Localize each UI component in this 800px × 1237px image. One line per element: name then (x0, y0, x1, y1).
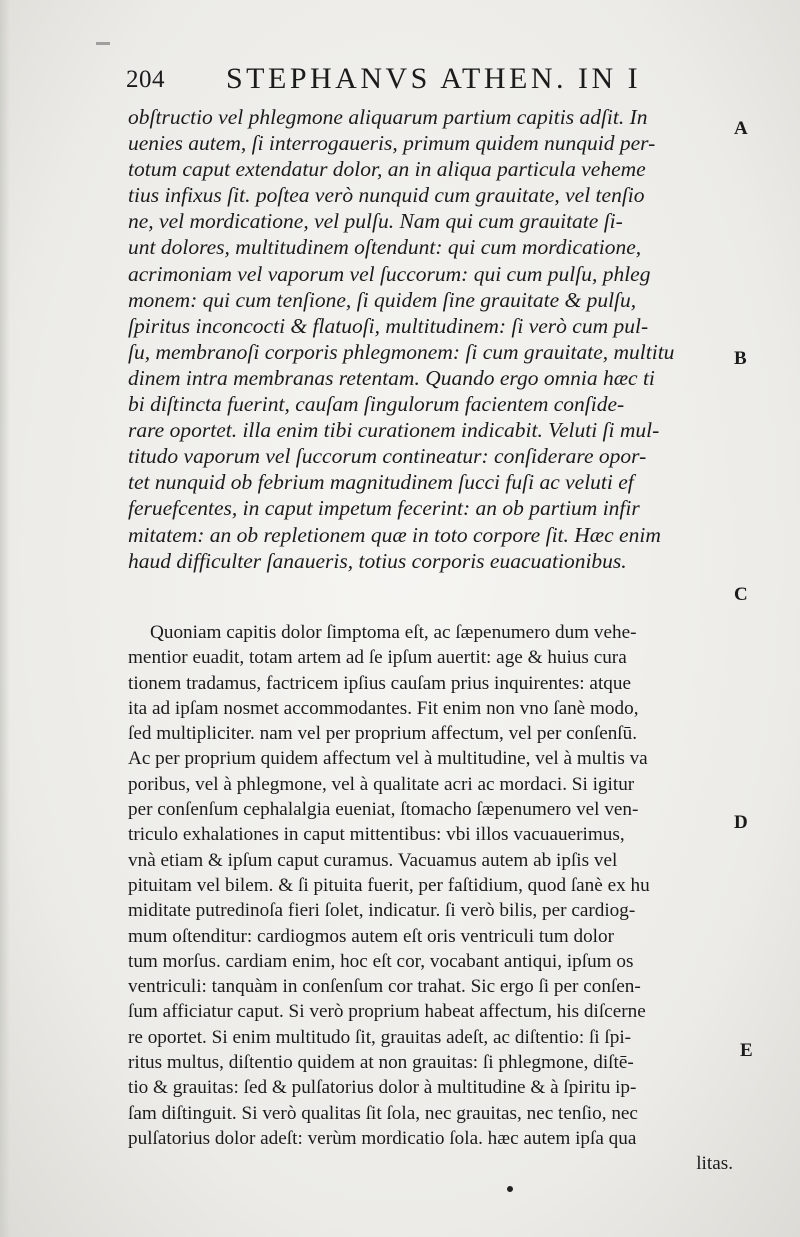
text-line: triculo exhalationes in caput mittentibus: vbi illos vacuauerimus, (128, 824, 625, 846)
text-line: miditate putredinoſa fieri ſolet, indicatur. ſi verò bilis, per cardiog- (128, 900, 636, 922)
text-line: monem: qui cum tenſione, ſi quidem ſine grauitate & pulſu, (128, 287, 637, 312)
catchword: litas. (696, 1153, 733, 1175)
text-line: ſpiritus inconcocti & flatuoſi, multitudinem: ſi verò cum pul- (128, 313, 649, 338)
text-line: poribus, vel à phlegmone, vel à qualitate acri ac mordaci. Si igitur (128, 773, 635, 795)
margin-letter-b: B (734, 348, 747, 369)
text-line: ventriculi: tanquàm in conſenſum cor trahat. Sic ergo ſi per conſen- (128, 976, 641, 998)
ink-smudge (96, 42, 110, 45)
text-line: totum caput extendatur dolor, an in aliqua particula veheme (128, 157, 646, 182)
text-line: pulſatorius dolor adeſt: verùm mordicatio ſola. hæc autem ipſa qua (128, 1127, 637, 1149)
text-line: Quoniam capitis dolor ſimptoma eſt, ac ſæpenumero dum vehe- (150, 622, 637, 643)
text-line: Ac per proprium quidem affectum vel à multitudine, vel à multis va (128, 748, 648, 770)
text-line: ſam diſtinguit. Si verò qualitas ſit ſola, nec grauitas, nec tenſio, nec (128, 1102, 638, 1124)
text-line: ſed multipliciter. nam vel per proprium affectum, vel per conſenſū. (128, 723, 638, 745)
text-line: uenies autem, ſi interrogaueris, primum quidem nunquid per- (128, 131, 656, 156)
page-number: 204 (126, 66, 165, 93)
text-line: tet nunquid ob febrium magnitudinem ſucci fuſi ac veluti ef (128, 470, 634, 495)
text-line: vnà etiam & ipſum caput curamus. Vacuamus autem ab ipſis vel (128, 849, 618, 871)
page-edge-shadow (0, 0, 10, 1237)
text-line: tionem tradamus, factricem ipſius cauſam prius inquirentes: atque (128, 672, 631, 694)
text-line: obſtructio vel phlegmone aliquarum partium capitis adſit. In (128, 105, 648, 129)
text-line: ritus multus, diſtentio quidem at non grauitas: ſi phlegmone, diſtē- (128, 1052, 634, 1074)
text-line: unt dolores, multitudinem oſtendunt: qui cum mordicatione, (128, 235, 642, 260)
ink-dot (507, 1186, 513, 1192)
text-line: rare oportet. illa enim tibi curationem indicabit. Veluti ſi mul- (128, 418, 660, 443)
text-line: ita ad ipſam nosmet accommodantes. Fit enim non vno ſanè modo, (128, 697, 639, 719)
text-line: acrimoniam vel vaporum vel ſuccorum: qui cum pulſu, phleg (128, 261, 651, 286)
roman-paragraph (128, 620, 733, 1177)
page-header (126, 62, 686, 102)
running-head: STEPHANVS ATHEN. IN I (226, 62, 642, 95)
text-line: mentior euadit, totam artem ad ſe ipſum auertit: age & huius cura (128, 647, 627, 669)
margin-letter-e: E (740, 1040, 753, 1061)
text-line: tio & grauitas: ſed & pulſatorius dolor à multitudine & à ſpiritu ip- (128, 1077, 637, 1099)
text-line: ne, vel mordicatione, vel pulſu. Nam qui cum grauitate ſi- (128, 209, 623, 234)
margin-letter-a: A (734, 118, 748, 139)
text-line: tius infixus ſit. poſtea verò nunquid cum grauitate, vel tenſio (128, 183, 645, 208)
text-line: titudo vaporum vel ſuccorum contineatur: conſiderare opor- (128, 444, 647, 469)
text-line: dinem intra membranas retentam. Quando ergo omnia hæc ti (128, 365, 655, 390)
text-line: tum morſus. cardiam enim, hoc eſt cor, vocabant antiqui, ipſum os (128, 950, 634, 972)
text-line: mitatem: an ob repletionem quæ in toto corpore ſit. Hæc enim (128, 522, 661, 547)
margin-letter-d: D (734, 812, 748, 833)
text-line: per conſenſum cephalalgia eueniat, ſtomacho ſæpenumero vel ven- (128, 799, 639, 821)
text-line: haud difficulter ſanaueris, totius corporis euacuationibus. (128, 548, 627, 573)
margin-letter-c: C (734, 584, 748, 605)
text-line: ſum afficiatur caput. Si verò proprium habeat affectum, his diſcerne (128, 1001, 646, 1023)
text-line: bi diſtincta fuerint, cauſam ſingulorum facientem conſide- (128, 392, 625, 417)
text-line: ſu, membranoſi corporis phlegmonem: ſi cum grauitate, multitu (128, 339, 675, 364)
text-line: mum oſtenditur: cardiogmos autem eſt oris ventriculi tum dolor (128, 925, 614, 947)
text-line: pituitam vel bilem. & ſi pituita fuerit, per faſtidium, quod ſanè ex hu (128, 874, 650, 896)
italic-paragraph (128, 104, 728, 574)
text-line: re oportet. Si enim multitudo ſit, grauitas adeſt, ac diſtentio: ſi ſpi- (128, 1026, 632, 1048)
text-line: feruefcentes, in caput impetum fecerint: an ob partium infir (128, 496, 640, 521)
